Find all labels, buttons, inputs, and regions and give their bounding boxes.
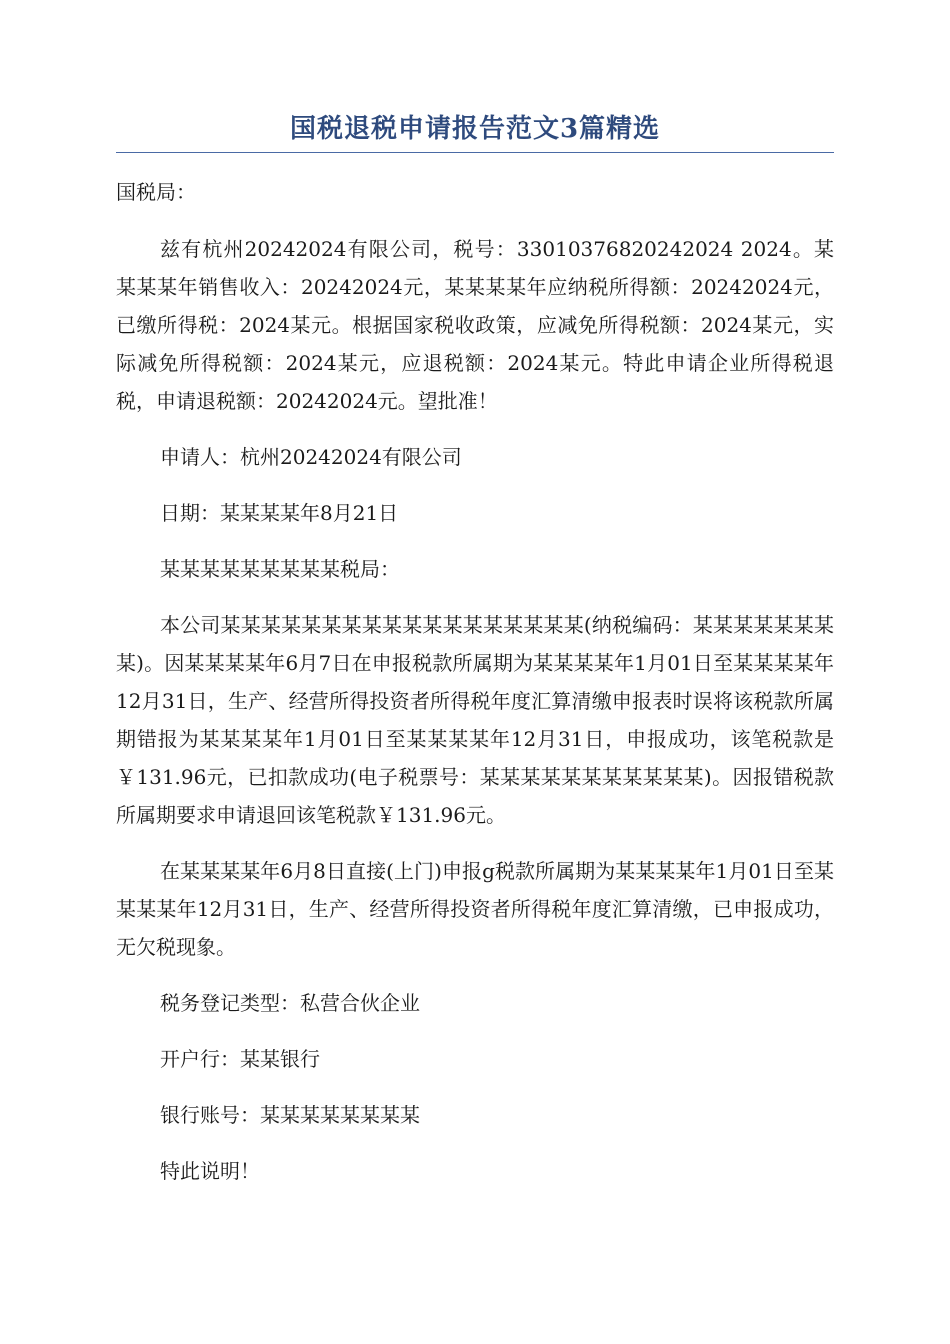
paragraph-error-explanation: 本公司某某某某某某某某某某某某某某某某某某(纳税编码：某某某某某某某某)。因某某某某年6月7日在申报税款所属期为某某某某年1月01日至某某某某年12月31日，生产、经营所得投资者所得税年度汇算清缴申报表时误将该税款所属期错报为某某某某年1月01日至某某某某年12月31日，申报成功，该笔税款是￥131.96元，已扣款成功(电子税票号：某某某某某某某某某某某)。因报错税款所属期要求申请退回该笔税款￥131.96元。 (116, 613, 834, 827)
paragraph-registration-type: 税务登记类型：私营合伙企业 (160, 991, 420, 1015)
paragraph-correct-filing: 在某某某某年6月8日直接(上门)申报g税款所属期为某某某某年1月01日至某某某某年12月31日，生产、经营所得投资者所得税年度汇算清缴，已申报成功，无欠税现象。 (116, 859, 834, 959)
document-page (116, 112, 834, 1208)
document-title: 国税退税申请报告范文3篇精选 (289, 114, 661, 144)
paragraph-bank: 开户行：某某银行 (160, 1047, 320, 1071)
title-underline (116, 152, 834, 153)
paragraph-refund-request: 兹有杭州20242024有限公司，税号：33010376820242024 2024。某某某某年销售收入：20242024元，某某某某年应纳税所得额：20242024元，已缴所得税：2024某元。根据国家税收政策，应减免所得税额：2024某元，实际减免所得税额：2024某元，应退税额：2024某元。特此申请企业所得税退税，申请退税额：20242024元。望批准！ (116, 237, 834, 413)
paragraph-applicant: 申请人：杭州20242024有限公司 (160, 445, 462, 469)
paragraph-date: 日期：某某某某年8月21日 (160, 501, 399, 525)
paragraph-account-number: 银行账号：某某某某某某某某 (160, 1103, 420, 1127)
salutation: 国税局： (116, 180, 196, 204)
paragraph-closing: 特此说明！ (160, 1159, 260, 1183)
paragraph-second-salutation: 某某某某某某某某某税局： (160, 557, 400, 581)
